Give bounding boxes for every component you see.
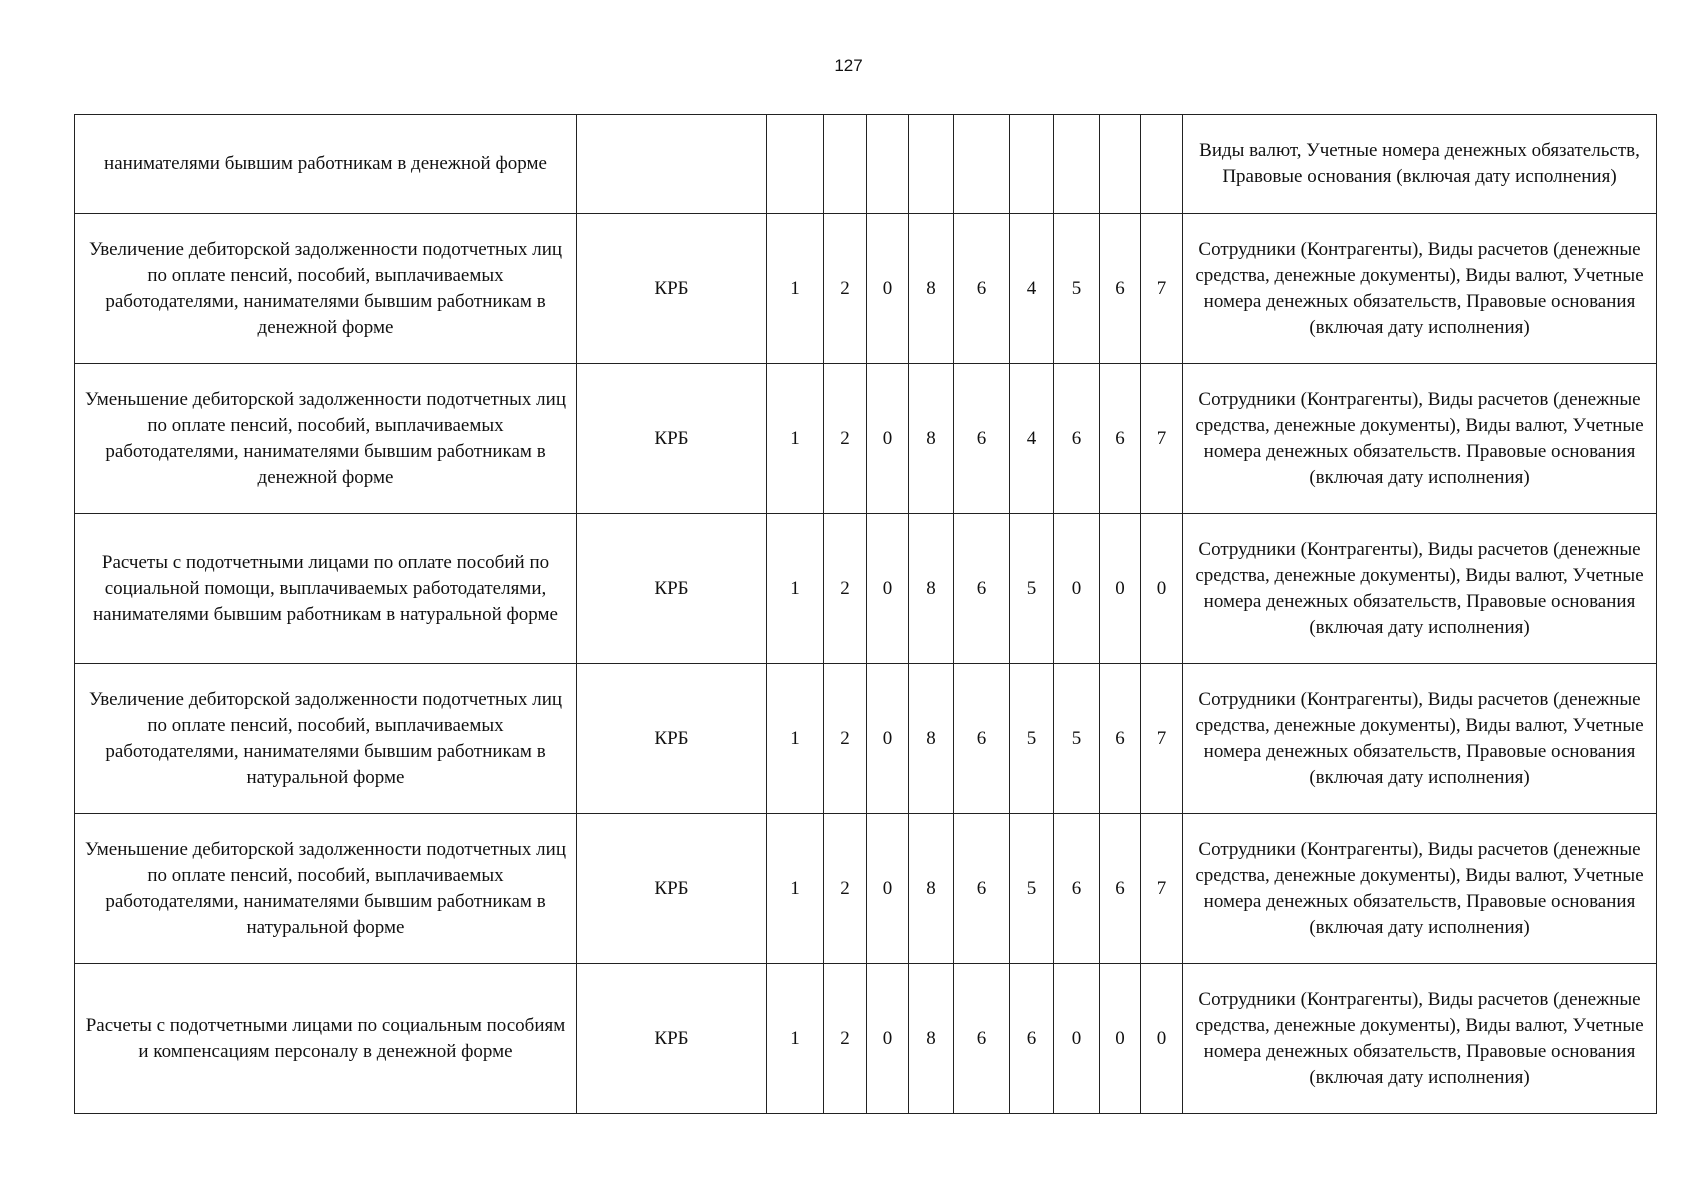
- row-code: [577, 115, 767, 214]
- account-digit: 6: [1100, 364, 1141, 514]
- row-description: Увеличение дебиторской задолженности подотчетных лиц по оплате пенсий, пособий, выплачиваемых работодателями, нанимателями бывшим работникам в денежной форме: [75, 214, 577, 364]
- table-row: [75, 814, 1657, 964]
- account-digit: 6: [1054, 814, 1100, 964]
- account-digit: 0: [867, 514, 909, 664]
- account-digit: 6: [954, 814, 1010, 964]
- account-digit: 7: [1141, 214, 1183, 364]
- account-digit: 6: [954, 364, 1010, 514]
- account-digit: 1: [767, 664, 824, 814]
- account-digit: [954, 115, 1010, 214]
- row-description: Увеличение дебиторской задолженности подотчетных лиц по оплате пенсий, пособий, выплачиваемых работодателями, нанимателями бывшим работникам в натуральной форме: [75, 664, 577, 814]
- row-description: нанимателями бывшим работникам в денежной форме: [75, 115, 577, 214]
- row-analytics: Сотрудники (Контрагенты), Виды расчетов (денежные средства, денежные документы), Виды валют, Учетные номера денежных обязательств, Правовые основания (включая дату исполнения): [1183, 664, 1657, 814]
- account-digit: 5: [1054, 214, 1100, 364]
- account-digit: 2: [824, 364, 867, 514]
- account-digit: 6: [954, 964, 1010, 1114]
- row-analytics: Виды валют, Учетные номера денежных обязательств, Правовые основания (включая дату исполнения): [1183, 115, 1657, 214]
- account-digit: 8: [909, 364, 954, 514]
- account-digit: 0: [1054, 964, 1100, 1114]
- row-code: КРБ: [577, 214, 767, 364]
- account-digit: [1010, 115, 1054, 214]
- account-digit: 2: [824, 664, 867, 814]
- row-analytics: Сотрудники (Контрагенты), Виды расчетов (денежные средства, денежные документы), Виды валют, Учетные номера денежных обязательств, Правовые основания (включая дату исполнения): [1183, 214, 1657, 364]
- account-digit: 0: [867, 814, 909, 964]
- account-digit: 6: [1100, 814, 1141, 964]
- row-code: КРБ: [577, 514, 767, 664]
- account-digit: 7: [1141, 814, 1183, 964]
- account-digit: 2: [824, 814, 867, 964]
- account-digit: 6: [1010, 964, 1054, 1114]
- row-analytics: Сотрудники (Контрагенты), Виды расчетов (денежные средства, денежные документы), Виды валют, Учетные номера денежных обязательств, Правовые основания (включая дату исполнения): [1183, 964, 1657, 1114]
- account-digit: 5: [1010, 664, 1054, 814]
- account-digit: 1: [767, 814, 824, 964]
- account-digit: 0: [867, 964, 909, 1114]
- account-digit: 0: [1100, 514, 1141, 664]
- account-digit: 5: [1010, 814, 1054, 964]
- account-digit: 4: [1010, 214, 1054, 364]
- account-digit: 7: [1141, 664, 1183, 814]
- account-digit: 7: [1141, 364, 1183, 514]
- row-description: Расчеты с подотчетными лицами по социальным пособиям и компенсациям персоналу в денежной форме: [75, 964, 577, 1114]
- account-digit: 8: [909, 514, 954, 664]
- accounts-table: [74, 114, 1657, 1114]
- row-analytics: Сотрудники (Контрагенты), Виды расчетов (денежные средства, денежные документы), Виды валют, Учетные номера денежных обязательств, Правовые основания (включая дату исполнения): [1183, 514, 1657, 664]
- row-analytics: Сотрудники (Контрагенты), Виды расчетов (денежные средства, денежные документы), Виды валют, Учетные номера денежных обязательств, Правовые основания (включая дату исполнения): [1183, 814, 1657, 964]
- row-analytics: Сотрудники (Контрагенты), Виды расчетов (денежные средства, денежные документы), Виды валют, Учетные номера денежных обязательств. Правовые основания (включая дату исполнения): [1183, 364, 1657, 514]
- account-digit: 5: [1010, 514, 1054, 664]
- row-code: КРБ: [577, 664, 767, 814]
- account-digit: 8: [909, 214, 954, 364]
- account-digit: 6: [1100, 664, 1141, 814]
- account-digit: 0: [867, 214, 909, 364]
- account-digit: 0: [1141, 514, 1183, 664]
- row-description: Расчеты с подотчетными лицами по оплате пособий по социальной помощи, выплачиваемых работодателями, нанимателями бывшим работникам в натуральной форме: [75, 514, 577, 664]
- account-digit: 0: [867, 664, 909, 814]
- row-code: КРБ: [577, 814, 767, 964]
- account-digit: 8: [909, 664, 954, 814]
- account-digit: 4: [1010, 364, 1054, 514]
- account-digit: 0: [1054, 514, 1100, 664]
- account-digit: [909, 115, 954, 214]
- table-row: [75, 214, 1657, 364]
- table-row: [75, 115, 1657, 214]
- account-digit: 1: [767, 964, 824, 1114]
- account-digit: 1: [767, 364, 824, 514]
- account-digit: [824, 115, 867, 214]
- table-row: [75, 364, 1657, 514]
- account-digit: 0: [1100, 964, 1141, 1114]
- row-description: Уменьшение дебиторской задолженности подотчетных лиц по оплате пенсий, пособий, выплачиваемых работодателями, нанимателями бывшим работникам в натуральной форме: [75, 814, 577, 964]
- account-digit: 8: [909, 964, 954, 1114]
- account-digit: 6: [954, 664, 1010, 814]
- account-digit: 2: [824, 214, 867, 364]
- account-digit: 8: [909, 814, 954, 964]
- account-digit: 2: [824, 964, 867, 1114]
- table-row: [75, 664, 1657, 814]
- account-digit: 0: [867, 364, 909, 514]
- table-row: [75, 964, 1657, 1114]
- account-digit: [1100, 115, 1141, 214]
- account-digit: 6: [954, 214, 1010, 364]
- account-digit: 1: [767, 514, 824, 664]
- table-row: [75, 514, 1657, 664]
- row-code: КРБ: [577, 964, 767, 1114]
- row-description: Уменьшение дебиторской задолженности подотчетных лиц по оплате пенсий, пособий, выплачиваемых работодателями, нанимателями бывшим работникам в денежной форме: [75, 364, 577, 514]
- account-digit: 1: [767, 214, 824, 364]
- row-code: КРБ: [577, 364, 767, 514]
- account-digit: 0: [1141, 964, 1183, 1114]
- account-digit: 6: [1100, 214, 1141, 364]
- account-digit: [1141, 115, 1183, 214]
- account-digit: 5: [1054, 664, 1100, 814]
- account-digit: 2: [824, 514, 867, 664]
- account-digit: 6: [1054, 364, 1100, 514]
- account-digit: [1054, 115, 1100, 214]
- account-digit: [767, 115, 824, 214]
- account-digit: 6: [954, 514, 1010, 664]
- account-digit: [867, 115, 909, 214]
- page-number: 127: [834, 56, 863, 75]
